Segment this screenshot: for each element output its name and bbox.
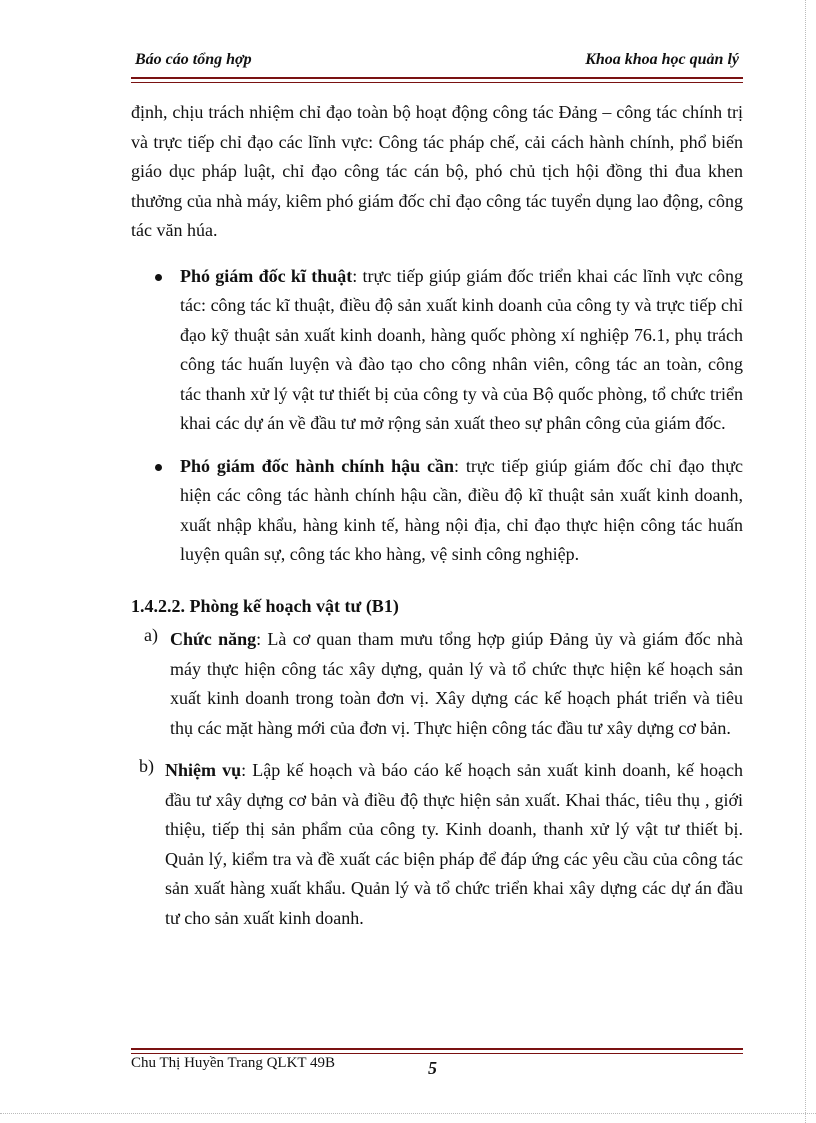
list-paragraph: [170, 625, 743, 743]
footer-author: Chu Thị Huyền Trang QLKT 49B: [131, 1055, 336, 1071]
page-body: [131, 98, 743, 933]
bullet-item: [180, 262, 743, 439]
page-number: 5: [428, 1058, 437, 1078]
list-text: : Lập kế hoạch và báo cáo kế hoạch sản xuất kinh doanh, kế hoạch đầu tư xây dựng cơ bản và điều độ thực hiện sản xuất. Khai thác, tiêu thụ , giới thiệu, tiếp thị sản phẩm của công ty. Kinh doanh, thanh xử lý vật tư thiết bị. Quản lý, kiểm tra và đề xuất các biện pháp để đáp ứng các yêu cầu của công tác sản xuất hàng xuất khẩu. Quản lý và tổ chức triển khai xây dựng các dự án đầu tư cho sản xuất kinh doanh.: [165, 760, 743, 928]
list-marker: a): [144, 625, 158, 645]
bullet-item: [180, 452, 743, 570]
page-edge-right: [805, 0, 806, 1123]
header-report-title: Báo cáo tổng hợp: [135, 51, 252, 68]
bullet-term: Phó giám đốc hành chính hậu cần: [180, 455, 454, 476]
list-item: [139, 756, 743, 933]
footer-divider: [131, 1048, 743, 1054]
section-heading: 1.4.2.2. Phòng kế hoạch vật tư (B1): [131, 595, 399, 616]
bullet-dot-icon: [155, 464, 162, 471]
list-marker: b): [139, 756, 154, 776]
header-faculty: Khoa khoa học quản lý: [585, 51, 739, 68]
page-header: [131, 51, 743, 75]
header-divider: [131, 77, 743, 83]
bullet-paragraph: [180, 452, 743, 570]
list-paragraph: [165, 756, 743, 933]
page-edge-bottom: [0, 1113, 816, 1114]
bullet-paragraph: [180, 262, 743, 439]
intro-paragraph: định, chịu trách nhiệm chỉ đạo toàn bộ hoạt động công tác Đảng – công tác chính trị và trực tiếp chỉ đạo các lĩnh vực: Công tác pháp chế, cải cách hành chính, phổ biến giáo dục pháp luật, chỉ đạo công tác cán bộ, phó chủ tịch hội đồng thi đua khen thưởng của nhà máy, kiêm phó giám đốc chỉ đạo công tác tuyển dụng lao động, công tác văn húa.: [131, 102, 743, 240]
bullet-text: : trực tiếp giúp giám đốc chỉ đạo thực hiện các công tác hành chính hậu cần, điều độ kĩ thuật sản xuất kinh doanh, xuất nhập khẩu, hàng kinh tế, hàng nội địa, chỉ đạo thực hiện công tác huấn luyện quân sự, công tác kho hàng, vệ sinh công nghiệp.: [180, 455, 743, 564]
list-term: Chức năng: [170, 629, 257, 649]
list-term: Nhiệm vụ: [165, 760, 242, 780]
list-text: : Là cơ quan tham mưu tổng hợp giúp Đảng ủy và giám đốc nhà máy thực hiện công tác xây dựng, quản lý và tổ chức thực hiện kế hoạch sản xuất kinh doanh trong toàn đơn vị. Xây dựng các kế hoạch phát triển và tiêu thụ các mặt hàng mới của đơn vị. Thực hiện công tác đầu tư xây dựng cơ bản.: [170, 629, 743, 738]
list-item: [144, 625, 743, 743]
bullet-dot-icon: [155, 274, 162, 281]
bullet-term: Phó giám đốc kĩ thuật: [180, 265, 353, 286]
bullet-text: : trực tiếp giúp giám đốc triển khai các lĩnh vực công tác: công tác kĩ thuật, điều độ sản xuất kinh doanh của công ty và trực tiếp chỉ đạo kỹ thuật sản xuất kinh doanh, hàng quốc phòng xí nghiệp 76.1, phụ trách công tác huấn luyện và đào tạo cho công nhân viên, công tác an toàn, công tác thanh xử lý vật tư thiết bị của công ty và của Bộ quốc phòng, tổ chức triển khai các dự án về đầu tư mở rộng sản xuất theo sự phân công của giám đốc.: [180, 265, 743, 433]
